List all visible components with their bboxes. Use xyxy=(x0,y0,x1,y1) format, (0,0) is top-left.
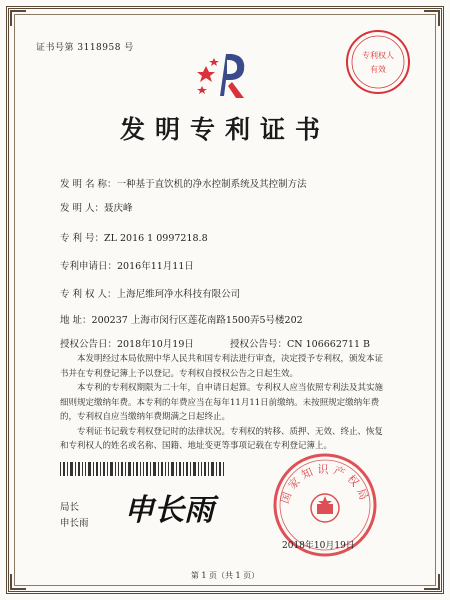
certificate-body xyxy=(60,352,390,454)
certificate-number: 证书号第 3118958 号 xyxy=(36,43,134,53)
body-paragraph: 专利证书记载专利权登记时的法律状况。专利权的转移、质押、无效、终止、恢复和专利权人的姓名或名称、国籍、地址变更等事项记载在专利登记簿上。 xyxy=(60,426,384,451)
grant-date-label: 授权公告日： xyxy=(60,339,118,350)
grant-date-value: 2018年10月19日 xyxy=(117,339,194,350)
patent-office-logo-icon xyxy=(196,46,256,106)
svg-text:国家知识产权局: 国家知识产权局 xyxy=(278,463,372,506)
director-name: 申长雨 xyxy=(60,518,89,529)
patent-number-value: ZL 2016 1 0997218.8 xyxy=(104,233,208,244)
inventor-label: 发 明 人： xyxy=(60,203,105,214)
svg-text:申长雨: 申长雨 xyxy=(124,493,214,528)
patent-number-row xyxy=(60,230,208,244)
inventor-value: 聂庆峰 xyxy=(104,203,133,214)
inventor-row xyxy=(60,200,133,214)
svg-text:有效: 有效 xyxy=(370,65,386,74)
corner-ornament xyxy=(424,10,440,26)
page-number: 第 1 页（共 1 页） xyxy=(190,571,260,580)
filing-date-value: 2016年11月11日 xyxy=(117,261,194,272)
patentee-value: 上海尼维珂净水科技有限公司 xyxy=(116,289,241,300)
invention-name-row xyxy=(60,176,307,190)
address-row xyxy=(60,312,303,326)
patentee-row xyxy=(60,286,240,300)
invention-name-value: 一种基于直饮机的净水控制系统及其控制方法 xyxy=(116,179,307,190)
patent-number-label: 专 利 号： xyxy=(60,233,105,244)
patentee-label: 专 利 权 人： xyxy=(60,289,117,300)
grant-number-row xyxy=(230,336,370,350)
director-block xyxy=(60,500,89,532)
invention-name-label: 发 明 名 称： xyxy=(60,179,117,190)
director-title: 局长 xyxy=(60,502,80,513)
filing-date-label: 专利申请日： xyxy=(60,261,118,272)
top-right-stamp xyxy=(344,28,412,96)
grant-date-row xyxy=(60,336,194,350)
director-signature xyxy=(120,482,230,532)
certificate-title: 发明专利证书 xyxy=(119,115,330,144)
corner-ornament xyxy=(10,10,26,26)
grant-number-value: CN 106662711 B xyxy=(287,339,371,350)
body-paragraph: 本专利的专利权期限为二十年，自申请日起算。专利权人应当依照专利法及其实施细则规定缴纳年费。本专利的年费应当在每年11月11日前缴纳。未按照规定缴纳年费的，专利权自应当缴纳年费期满之日起终止。 xyxy=(60,383,384,422)
body-paragraph: 本发明经过本局依照中华人民共和国专利法进行审查，决定授予专利权，颁发本证书并在专利登记簿上予以登记。专利权自授权公告之日起生效。 xyxy=(60,354,384,379)
seal-date: 2018年10月19日 xyxy=(282,541,355,551)
address-label: 地 址： xyxy=(60,315,92,326)
filing-date-row xyxy=(60,258,194,272)
grant-number-label: 授权公告号： xyxy=(230,339,288,350)
svg-text:专利权人: 专利权人 xyxy=(362,51,394,60)
address-value: 200237 上海市闵行区莲花南路1500弄5号楼202 xyxy=(91,315,303,326)
